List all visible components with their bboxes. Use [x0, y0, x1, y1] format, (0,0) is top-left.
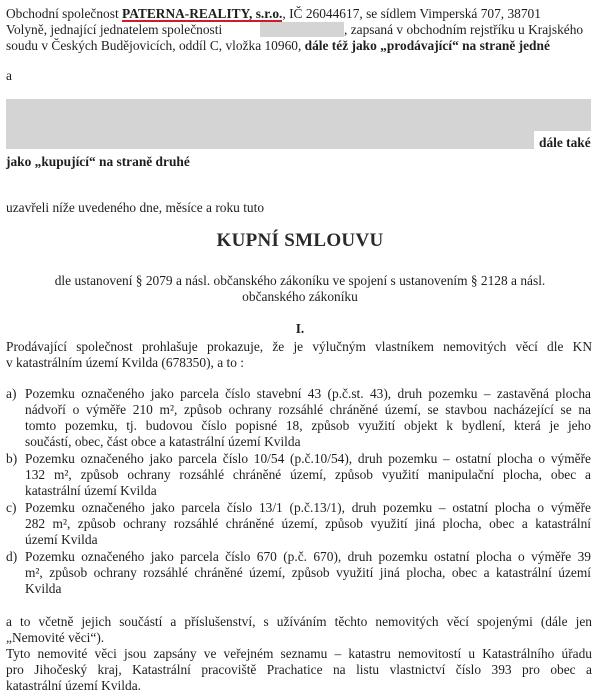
item-letter: c) [6, 500, 17, 515]
item-line: Kvilda [25, 581, 62, 596]
closing-line-2: „Nemovité věci“). [6, 630, 105, 645]
item-letter: b) [6, 451, 18, 466]
intro-line-2 [6, 22, 592, 38]
legal-basis-line-1: dle ustanovení § 2079 a násl. občanského zákoníku ve spojení s ustanovením § 2128 a násl. [54, 273, 546, 288]
closing-line-3: Tyto nemovité věci jsou zapsány ve veřejném seznamu – katastru nemovitostí u Katastrálního úřadu [6, 646, 592, 661]
redacted-block [6, 131, 534, 149]
item-letter: a) [6, 386, 17, 401]
item-line: 282 m², způsob ochrany rozsáhlé chráněné území, způsob využití jiná plocha, obec a katastrální [25, 516, 591, 531]
item-line: katastrální území Kvilda [25, 483, 157, 498]
redacted-block [6, 99, 591, 131]
item-line: Pozemku označeného jako parcela číslo 10/54 (p.č.10/54), druh pozemku – ostatní plocha o výměře [25, 451, 591, 466]
company-name: PATERNA-REALITY, s.r.o. [122, 6, 283, 21]
closing-line-5: katastrální území Kvilda. [6, 678, 141, 693]
intro-line-1-post: , IČ 26044617, se sídlem Vimperská 707, 38701 [282, 6, 541, 21]
buyer-dale-take: dále také [539, 135, 591, 150]
item-letter: d) [6, 549, 18, 564]
intro-line-1-pre: Obchodní společnost [6, 6, 123, 21]
closing-line-4: pro Jihočeský kraj, Katastrální pracoviště Prachatice na listu vlastnictví číslo 393 pro obec a [6, 662, 592, 677]
redacted-block [260, 22, 344, 37]
intro-line-1 [6, 6, 592, 22]
item-line: m², způsob ochrany rozsáhlé chráněné území, způsob využití jiná plocha, obec a katastrální území [25, 565, 591, 580]
intro-line-2-post: , zapsaná v obchodním rejstříku u Krajského [344, 22, 584, 37]
intro-line-2-pre: Volyně, jednající jednatelem společnosti [6, 22, 223, 37]
intro-line-3 [6, 38, 596, 54]
and-word: a [6, 68, 12, 83]
item-line: území Kvilda [25, 532, 98, 547]
legal-basis-line-2: občanského zákoníku [242, 289, 358, 304]
item-line: tomto pozemku, tj. budovou číslo popisné 18, způsob využití objekt k bydlení, která je jeho [25, 418, 591, 433]
item-line: Pozemku označeného jako parcela číslo 670 (p.č. 670), druh pozemku ostatní plocha o výměře 39 [25, 549, 591, 564]
seller-designation: dále též jako „prodávající“ na straně jedné [304, 38, 550, 53]
intro-line-3-pre: soudu v Českých Budějovicích, oddíl C, vložka 10960, [6, 38, 305, 53]
closing-line-1: a to včetně jejich součástí a příslušenství, s užíváním těchto nemovitých věcí spojenými (dále jen [6, 614, 592, 629]
item-line: Pozemku označeného jako parcela číslo stavební 43 (p.č.st. 43), druh pozemku – zastavěná plocha [25, 386, 591, 401]
declaration-line-2: v katastrálním území Kvilda (678350), a to : [6, 355, 244, 370]
declaration-line-1: Prodávající společnost prohlašuje prokazuje, že je výlučným vlastníkem nemovitých věcí dle KN [6, 339, 592, 354]
item-line: součástí, obec, část obce a katastrální území Kvilda [25, 434, 301, 449]
concluded-statement: uzavřeli níže uvedeného dne, měsíce a roku tuto [6, 200, 265, 215]
item-line: Pozemku označeného jako parcela číslo 13/1 (p.č.13/1), druh pozemku – ostatní plocha o výměře [25, 500, 591, 515]
contract-title: KUPNÍ SMLOUVU [216, 230, 384, 251]
section-number: I. [295, 321, 305, 336]
buyer-designation: jako „kupující“ na straně druhé [6, 154, 190, 169]
item-line: nádvoří o výměře 210 m², způsob ochrany rozsáhlé chráněné území, se stavbou nacházející se na [25, 402, 591, 417]
item-line: 132 m², způsob ochrany rozsáhlé chráněné území, způsob využití manipulační plocha, obec a [25, 467, 591, 482]
